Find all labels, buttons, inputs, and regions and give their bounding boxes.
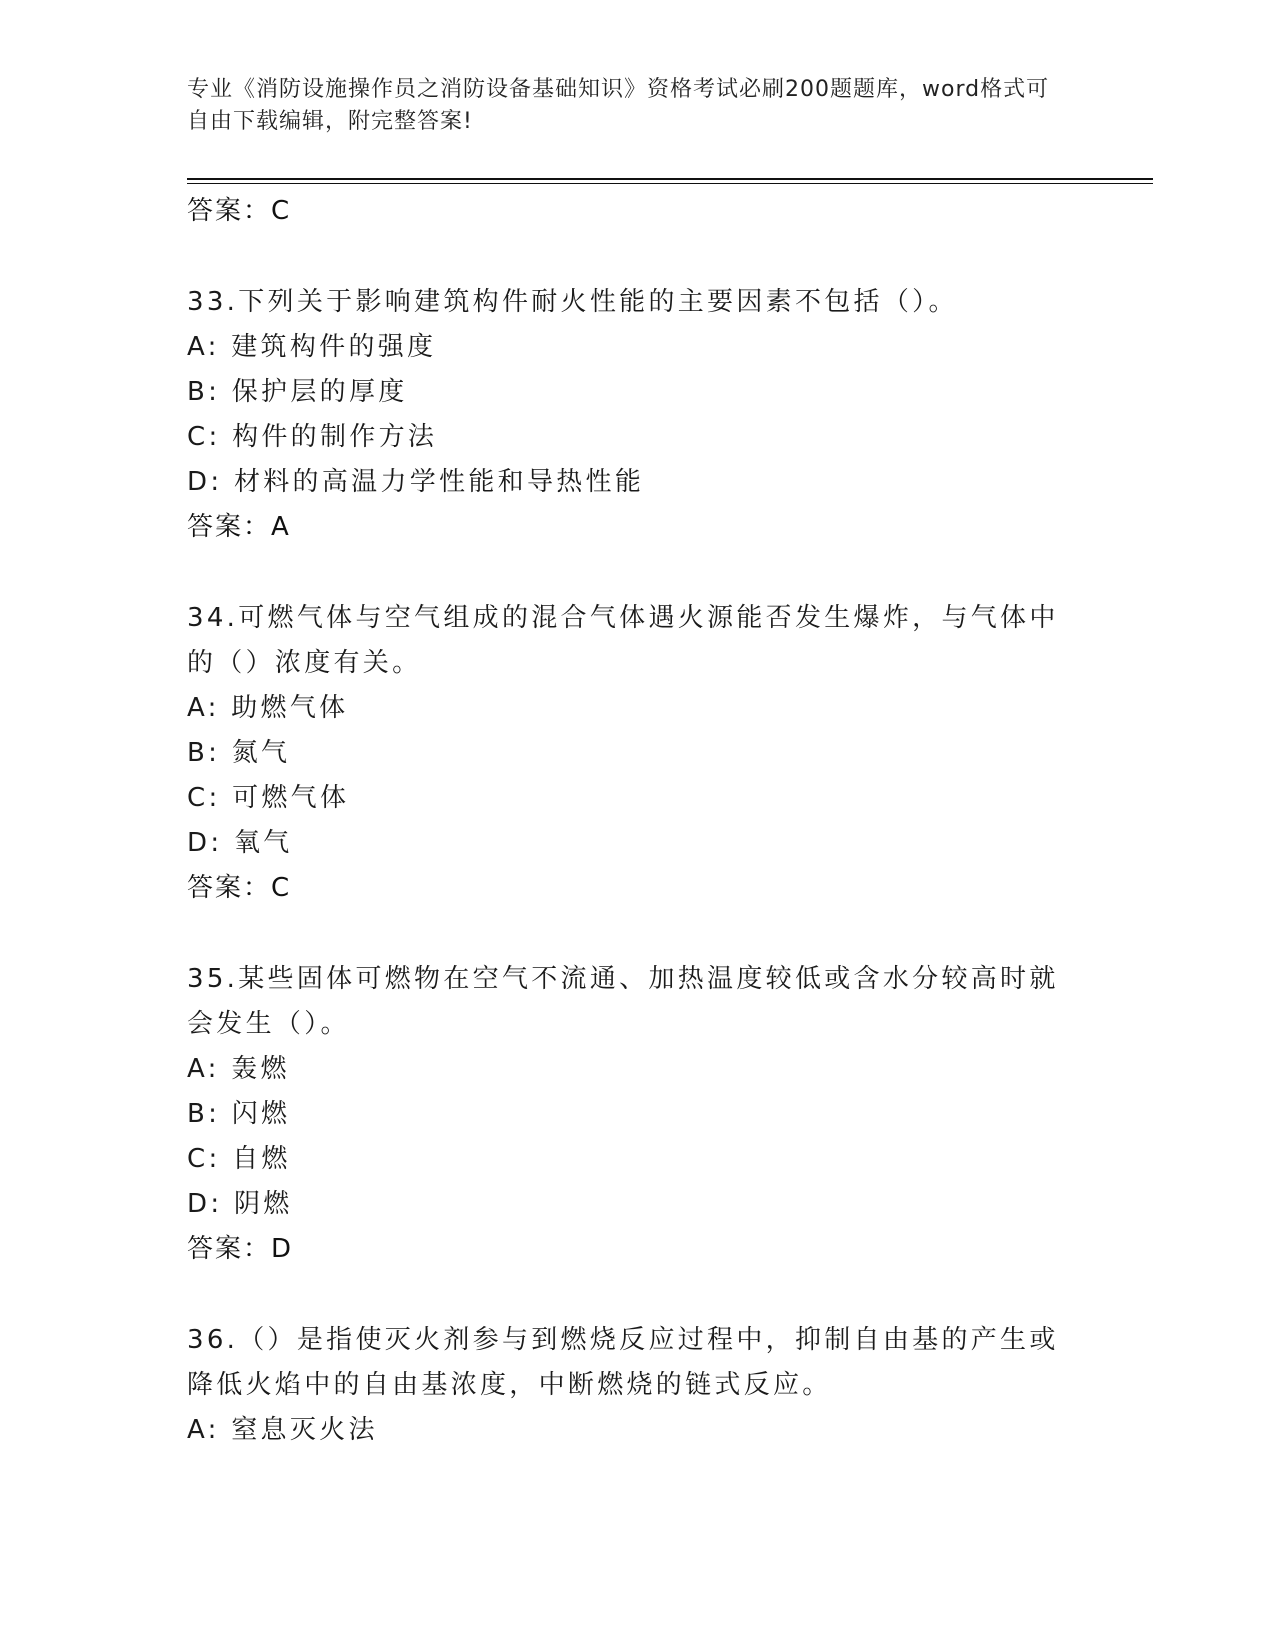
option-b: B: 保护层的厚度: [187, 377, 408, 407]
question-34: [187, 596, 1087, 910]
header-divider-thick: [187, 178, 1153, 180]
option-c: C: 自燃: [187, 1144, 291, 1174]
option-c: C: 可燃气体: [187, 783, 350, 813]
question-36: [187, 1318, 1087, 1453]
option-a: A: 窒息灭火法: [187, 1415, 378, 1445]
option-a: A: 建筑构件的强度: [187, 332, 437, 362]
question-stem: 36.（）是指使灭火剂参与到燃烧反应过程中，抑制自由基的产生或降低火焰中的自由基浓度，中断燃烧的链式反应。: [187, 1325, 1059, 1400]
answer-line: 答案：C: [187, 196, 292, 226]
question-stem: 34.可燃气体与空气组成的混合气体遇火源能否发生爆炸，与气体中的（）浓度有关。: [187, 603, 1059, 678]
question-stem: 33.下列关于影响建筑构件耐火性能的主要因素不包括（）。: [187, 287, 958, 317]
question-stem: 35.某些固体可燃物在空气不流通、加热温度较低或含水分较高时就会发生（）。: [187, 964, 1059, 1039]
option-a: A: 助燃气体: [187, 693, 349, 723]
option-d: D: 氧气: [187, 828, 293, 858]
answer-line: 答案：D: [187, 1234, 294, 1264]
answer-line: 答案：C: [187, 873, 292, 903]
document-header: 专业《消防设施操作员之消防设备基础知识》资格考试必刷200题题库，word格式可自由下载编辑，附完整答案!: [187, 77, 1050, 134]
option-b: B: 氮气: [187, 738, 291, 768]
question-35: [187, 957, 1087, 1271]
option-b: B: 闪燃: [187, 1099, 291, 1129]
answer-line: 答案：A: [187, 512, 291, 542]
option-c: C: 构件的制作方法: [187, 422, 438, 452]
option-d: D: 材料的高温力学性能和导热性能: [187, 467, 645, 497]
option-d: D: 阴燃: [187, 1189, 293, 1219]
header-divider-thin: [187, 183, 1153, 184]
question-33: [187, 280, 1087, 549]
option-a: A: 轰燃: [187, 1054, 290, 1084]
question-content: [187, 189, 1087, 1453]
